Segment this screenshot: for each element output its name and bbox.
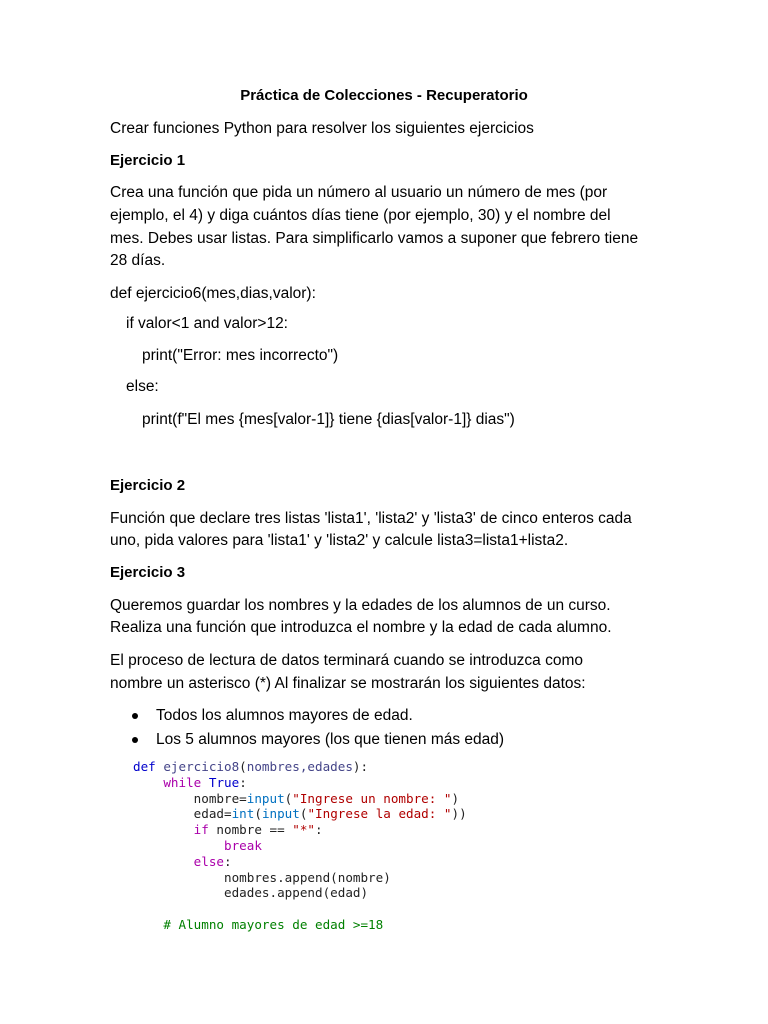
ejercicio3-para1-line-1: Queremos guardar los nombres y la edades de los alumnos de un curso. (110, 597, 611, 614)
code-keyword: True (208, 774, 240, 790)
list-item-text: Todos los alumnos mayores de edad. (156, 707, 413, 724)
code-text: edades.append(edad) (224, 885, 369, 901)
ejercicio1-code-line-4: else: (126, 378, 159, 395)
page-title: Práctica de Colecciones - Recuperatorio (240, 87, 528, 104)
code-line (133, 901, 467, 917)
list-item (130, 729, 504, 753)
code-punctuation: ): (352, 759, 369, 774)
ejercicio2-line-1: Función que declare tres listas 'lista1', 'lista2' y 'lista3' de cinco enteros cada (110, 510, 632, 527)
ejercicio3-para2-line-1: El proceso de lectura de datos terminará cuando se introduzca como (110, 652, 584, 669)
code-line (133, 838, 467, 854)
list-item (130, 705, 504, 729)
ejercicio3-para2-line-2: nombre un asterisco (*) Al finalizar se mostrarán los siguientes datos: (110, 675, 586, 692)
code-text: edad= (193, 806, 232, 822)
bullet-icon (132, 737, 138, 743)
ejercicio1-line-1: Crea una función que pida un número al usuario un número de mes (por (110, 184, 608, 201)
ejercicio1-heading: Ejercicio 1 (110, 152, 186, 169)
code-builtin: input (246, 790, 285, 806)
code-line (133, 870, 467, 886)
code-line (133, 759, 467, 775)
code-punctuation: ( (284, 790, 293, 806)
bullet-icon (132, 713, 138, 719)
code-keyword: else (193, 853, 225, 869)
code-comment: # Alumno mayores de edad >=18 (163, 916, 384, 932)
code-keyword: if (193, 822, 209, 838)
code-builtin: int (231, 806, 255, 822)
code-punctuation: )) (451, 806, 467, 822)
ejercicio1-line-4: 28 días. (110, 252, 166, 269)
code-keyword: def (133, 759, 156, 774)
ejercicio1-line-2: ejemplo, el 4) y diga cuántos días tiene (por ejemplo, 30) y el nombre del (110, 207, 611, 224)
ejercicio2-line-2: uno, pida valores para 'lista1' y 'lista2' y calcule lista3=lista1+lista2. (110, 532, 569, 549)
ejercicio1-code-line-5: print(f"El mes {mes[valor-1]} tiene {dias[valor-1]} dias") (142, 411, 515, 428)
code-line (133, 806, 467, 822)
ejercicio1-line-3: mes. Debes usar listas. Para simplificarlo vamos a suponer que febrero tiene (110, 230, 639, 247)
ejercicio3-bullet-list (130, 705, 504, 753)
code-builtin: input (261, 806, 300, 822)
ejercicio3-code-block (133, 759, 467, 933)
code-line (133, 775, 467, 791)
code-punctuation: ( (254, 806, 262, 822)
ejercicio1-code-line-1: def ejercicio6(mes,dias,valor): (110, 285, 316, 302)
code-punctuation: ( (239, 759, 247, 774)
code-arguments: nombres,edades (246, 759, 353, 774)
code-punctuation: : (239, 774, 247, 790)
ejercicio1-code-line-2: if valor<1 and valor>12: (126, 315, 288, 332)
code-line (133, 854, 467, 870)
code-line (133, 822, 467, 838)
code-line (133, 917, 467, 933)
list-item-text: Los 5 alumnos mayores (los que tienen más edad) (156, 731, 505, 748)
code-punctuation: : (315, 822, 323, 838)
ejercicio3-para1-line-2: Realiza una función que introduzca el nombre y la edad de cada alumno. (110, 619, 612, 636)
ejercicio1-code-line-3: print("Error: mes incorrecto") (142, 347, 339, 364)
ejercicio3-heading: Ejercicio 3 (110, 564, 186, 581)
intro-text: Crear funciones Python para resolver los siguientes ejercicios (110, 120, 534, 137)
code-punctuation: ) (451, 790, 460, 806)
code-string: "Ingrese la edad: " (307, 806, 452, 822)
code-string: "Ingrese un nombre: " (292, 790, 452, 806)
code-line (133, 885, 467, 901)
code-text: nombre= (193, 790, 247, 806)
code-keyword: while (163, 774, 202, 790)
code-function-name: ejercicio8 (163, 759, 240, 774)
code-string: "*" (292, 822, 315, 838)
ejercicio2-heading: Ejercicio 2 (110, 477, 186, 494)
code-punctuation: : (224, 853, 232, 869)
code-keyword: break (224, 837, 262, 853)
code-line (133, 791, 467, 807)
code-text: nombres.append(nombre) (224, 869, 391, 885)
code-text: nombre == (208, 822, 293, 838)
code-punctuation: ( (299, 806, 308, 822)
